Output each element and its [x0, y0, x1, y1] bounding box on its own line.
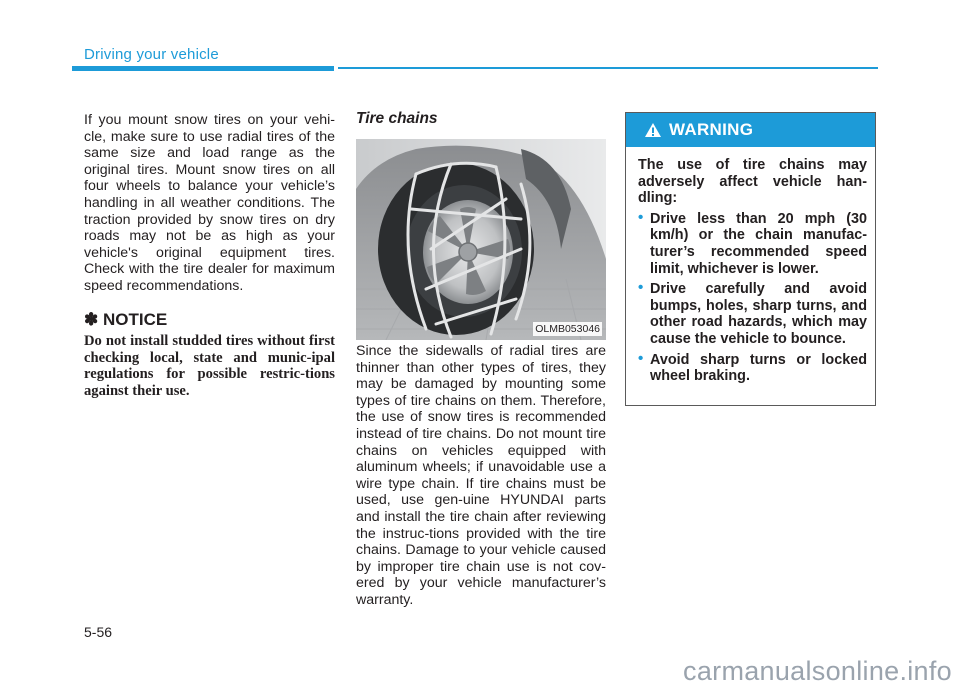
- warning-title: WARNING: [669, 120, 754, 139]
- warning-box: [625, 112, 876, 406]
- warning-item: [638, 281, 867, 347]
- bullet-icon: •: [638, 279, 644, 297]
- warning-item-text: Drive carefully and avoid bumps, holes, sharp turns, and other road hazards, which may cause the vehicle to bounce.: [650, 281, 867, 347]
- tire-chains-heading: Tire chains: [356, 110, 438, 127]
- header-rule-thick: [72, 66, 334, 71]
- page-number: 5-56: [84, 624, 113, 640]
- warning-item: [638, 208, 867, 277]
- tire-chains-paragraph: Since the sidewalls of radial tires are thinner than other types of tires, they may be damaged by mounting some types of tire chains on them. Therefore, the use of snow tires is recommended instead of tire chains. Do not mount tire chains on vehicles equipped with aluminum wheels; if unavoidable use a wire type chain. If tire chains must be used, use gen-uine HYUNDAI parts and install the tire chain after reviewing the instruc-tions provided with the tire chains. Damage to your vehicle caused by improper tire chain use is not cov-ered by your vehicle manufacturer’s warranty.: [356, 343, 606, 608]
- figure-label: OLMB053046: [535, 323, 600, 335]
- warning-list: [638, 208, 867, 385]
- bullet-icon: •: [638, 349, 644, 367]
- tire-chain-illustration: [356, 139, 606, 340]
- bullet-icon: •: [638, 208, 644, 226]
- warning-item: [638, 349, 867, 385]
- tire-chain-figure: [356, 139, 606, 340]
- section-title: Driving your vehicle: [84, 46, 219, 63]
- warning-intro: The use of tire chains may adversely affect vehicle han-dling:: [638, 157, 867, 207]
- snow-tires-paragraph: If you mount snow tires on your vehi-cle, make sure to use radial tires of the same size and load range as the original tires. Mount snow tires on all four wheels to balance your vehicle’s handling in all weather conditions. The traction provided by snow tires on dry roads may not be as high as your vehicle's original equipment tires. Check with the tire dealer for maximum speed recommendations.: [84, 112, 335, 294]
- notice-body: Do not install studded tires without first checking local, state and munic-ipal regulations for possible restric-tions against their use.: [84, 333, 335, 399]
- warning-item-text: Drive less than 20 mph (30 km/h) or the chain manufac-turer’s recommended speed limit, whichever is lower.: [650, 210, 867, 277]
- footer-watermark: carmanualsonline.info: [683, 656, 952, 686]
- warning-body: [626, 147, 875, 385]
- header-rule-thin: [338, 67, 878, 69]
- notice-heading: ✽ NOTICE: [84, 310, 168, 329]
- warning-triangle-icon: [644, 122, 662, 138]
- warning-item-text: Avoid sharp turns or locked wheel braking.: [650, 351, 867, 385]
- warning-header: [626, 113, 875, 147]
